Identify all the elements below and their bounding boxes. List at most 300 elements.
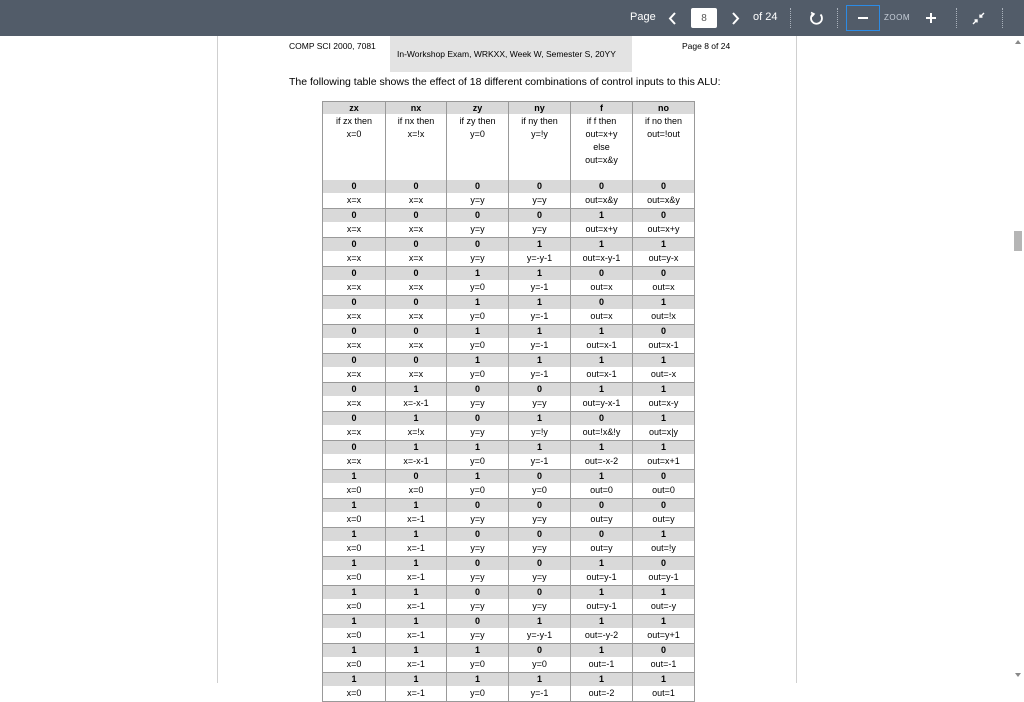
bit-cell: 0 (509, 180, 571, 193)
bit-cell: 0 (509, 644, 571, 658)
chevron-left-icon (668, 12, 677, 25)
value-cell: x=-1 (386, 657, 447, 673)
value-cell: y=0 (447, 338, 509, 354)
value-cell: y=!y (509, 425, 571, 441)
bit-cell: 1 (571, 354, 633, 368)
value-cell: x=0 (323, 483, 386, 499)
value-cell: out=-2 (571, 686, 633, 702)
value-cell: x=0 (386, 483, 447, 499)
column-header: no (633, 102, 695, 115)
table-row-values (323, 541, 695, 557)
bit-cell: 1 (509, 325, 571, 339)
bit-cell: 0 (447, 586, 509, 600)
prev-page-button[interactable] (664, 6, 680, 30)
bit-cell: 0 (323, 267, 386, 281)
bit-cell: 1 (386, 383, 447, 397)
scroll-down-arrow-icon[interactable] (1015, 673, 1021, 677)
bit-cell: 1 (571, 470, 633, 484)
bit-cell: 1 (386, 412, 447, 426)
value-cell: y=0 (447, 367, 509, 383)
bit-cell: 1 (571, 238, 633, 252)
table-row-values (323, 309, 695, 325)
table-row-bits (323, 615, 695, 629)
bit-cell: 1 (571, 673, 633, 687)
bit-cell: 1 (633, 296, 695, 310)
bit-cell: 1 (633, 383, 695, 397)
bit-cell: 1 (386, 557, 447, 571)
bit-cell: 1 (571, 557, 633, 571)
value-cell: y=0 (447, 483, 509, 499)
bit-cell: 1 (509, 615, 571, 629)
value-cell: x=0 (323, 686, 386, 702)
value-cell: out=!y (633, 541, 695, 557)
rotate-button[interactable] (806, 6, 826, 30)
toolbar-separator (1002, 8, 1003, 28)
table-row-bits (323, 209, 695, 223)
bit-cell: 0 (447, 383, 509, 397)
table-row-values (323, 396, 695, 412)
value-cell: x=x (323, 396, 386, 412)
value-cell: y=y (447, 251, 509, 267)
bit-cell: 0 (323, 325, 386, 339)
bit-cell: 0 (571, 180, 633, 193)
bit-cell: 1 (509, 296, 571, 310)
table-row-values (323, 251, 695, 267)
value-cell: x=x (386, 309, 447, 325)
table-row-bits (323, 557, 695, 571)
value-cell: y=y (509, 222, 571, 238)
value-cell: out=!x&!y (571, 425, 633, 441)
page-number-input[interactable] (691, 8, 717, 28)
value-cell: y=y (447, 396, 509, 412)
value-cell: out=x-y (633, 396, 695, 412)
bit-cell: 1 (509, 673, 571, 687)
bit-cell: 0 (323, 441, 386, 455)
minus-icon (857, 12, 869, 24)
value-cell: y=y (447, 599, 509, 615)
value-cell: x=x (386, 222, 447, 238)
desc-line: x=!x (407, 129, 425, 139)
value-cell: out=0 (633, 483, 695, 499)
table-row-bits (323, 296, 695, 310)
bit-cell: 1 (571, 644, 633, 658)
value-cell: y=0 (447, 657, 509, 673)
value-cell: x=x (323, 222, 386, 238)
bit-cell: 1 (633, 586, 695, 600)
desc-line: if nx then (397, 116, 435, 126)
bit-cell: 0 (571, 528, 633, 542)
value-cell: x=x (386, 338, 447, 354)
table-row-bits (323, 412, 695, 426)
value-cell: y=0 (447, 309, 509, 325)
value-cell: y=-y-1 (509, 628, 571, 644)
table-row-bits (323, 383, 695, 397)
bit-cell: 0 (323, 354, 386, 368)
chevron-right-icon (731, 12, 740, 25)
bit-cell: 1 (509, 412, 571, 426)
bit-cell: 1 (633, 615, 695, 629)
column-desc (447, 114, 509, 180)
value-cell: y=y (447, 570, 509, 586)
bit-cell: 1 (571, 383, 633, 397)
bit-cell: 0 (386, 354, 447, 368)
table-row-values (323, 222, 695, 238)
value-cell: out=x&y (633, 193, 695, 209)
value-cell: x=x (323, 425, 386, 441)
value-cell: x=0 (323, 570, 386, 586)
table-row-bits (323, 325, 695, 339)
page-left-edge (217, 36, 218, 683)
bit-cell: 0 (386, 238, 447, 252)
value-cell: x=x (386, 367, 447, 383)
value-cell: x=-1 (386, 541, 447, 557)
desc-line: if ny then (521, 116, 558, 126)
bit-cell: 0 (571, 267, 633, 281)
table-row-values (323, 280, 695, 296)
value-cell: out=x|y (633, 425, 695, 441)
bit-cell: 1 (386, 528, 447, 542)
bit-cell: 0 (386, 470, 447, 484)
value-cell: y=y (447, 512, 509, 528)
value-cell: out=x (571, 280, 633, 296)
value-cell: y=y (509, 193, 571, 209)
bit-cell: 1 (386, 644, 447, 658)
value-cell: out=y (571, 541, 633, 557)
bit-cell: 1 (386, 499, 447, 513)
value-cell: x=x (386, 193, 447, 209)
bit-cell: 0 (447, 499, 509, 513)
value-cell: x=-1 (386, 599, 447, 615)
value-cell: x=x (323, 280, 386, 296)
bit-cell: 0 (633, 209, 695, 223)
bit-cell: 0 (447, 412, 509, 426)
value-cell: x=-x-1 (386, 454, 447, 470)
page-count: of 24 (753, 11, 778, 23)
table-row-bits (323, 180, 695, 193)
desc-line: else (593, 142, 610, 152)
bit-cell: 1 (323, 673, 386, 687)
exam-title: In-Workshop Exam, WRKXX, Week W, Semester S, 20YY (397, 49, 616, 59)
column-desc (571, 114, 633, 180)
bit-cell: 1 (323, 528, 386, 542)
column-header: zx (323, 102, 386, 115)
bit-cell: 1 (509, 238, 571, 252)
next-page-button[interactable] (727, 6, 743, 30)
table-row-values (323, 425, 695, 441)
value-cell: out=-x (633, 367, 695, 383)
bit-cell: 0 (447, 615, 509, 629)
value-cell: out=x-1 (571, 338, 633, 354)
value-cell: x=0 (323, 512, 386, 528)
table-row-values (323, 599, 695, 615)
value-cell: x=-1 (386, 512, 447, 528)
value-cell: out=y (571, 512, 633, 528)
value-cell: x=!x (386, 425, 447, 441)
value-cell: out=y-x (633, 251, 695, 267)
bit-cell: 1 (571, 325, 633, 339)
desc-line: y=0 (470, 129, 485, 139)
value-cell: y=-1 (509, 686, 571, 702)
value-cell: out=y (633, 512, 695, 528)
page-footer-number: Page 8 of 24 (682, 41, 731, 51)
bit-cell: 0 (633, 644, 695, 658)
bit-cell: 0 (447, 180, 509, 193)
table-row-values (323, 193, 695, 209)
value-cell: out=x-1 (571, 367, 633, 383)
page-label: Page (630, 11, 656, 23)
value-cell: out=0 (571, 483, 633, 499)
desc-line: if zy then (459, 116, 496, 126)
bit-cell: 0 (633, 557, 695, 571)
table-body (323, 180, 695, 702)
value-cell: x=0 (323, 657, 386, 673)
table-row-values (323, 657, 695, 673)
column-desc (633, 114, 695, 180)
value-cell: out=x&y (571, 193, 633, 209)
bit-cell: 0 (633, 325, 695, 339)
value-cell: y=0 (509, 657, 571, 673)
bit-cell: 0 (571, 499, 633, 513)
bit-cell: 1 (633, 673, 695, 687)
table-row-bits (323, 673, 695, 687)
desc-line: if f then (586, 116, 617, 126)
alu-control-table (322, 101, 695, 702)
zoom-out-button[interactable] (846, 5, 880, 31)
bit-cell: 1 (633, 412, 695, 426)
bit-cell: 1 (509, 354, 571, 368)
column-header: zy (447, 102, 509, 115)
value-cell: out=1 (633, 686, 695, 702)
desc-line: if zx then (335, 116, 373, 126)
value-cell: out=-1 (633, 657, 695, 673)
bit-cell: 0 (447, 209, 509, 223)
value-cell: y=0 (509, 483, 571, 499)
value-cell: y=-1 (509, 367, 571, 383)
bit-cell: 1 (386, 673, 447, 687)
desc-line: out=x&y (585, 155, 618, 165)
bit-cell: 1 (447, 267, 509, 281)
bit-cell: 0 (571, 412, 633, 426)
value-cell: x=x (386, 280, 447, 296)
value-cell: x=0 (323, 541, 386, 557)
bit-cell: 0 (447, 238, 509, 252)
toolbar-separator (790, 8, 791, 28)
bit-cell: 1 (447, 441, 509, 455)
value-cell: y=0 (447, 454, 509, 470)
desc-line: y=!y (531, 129, 548, 139)
bit-cell: 1 (323, 557, 386, 571)
scroll-up-arrow-icon[interactable] (1015, 40, 1021, 44)
value-cell: y=y (447, 193, 509, 209)
bit-cell: 1 (447, 296, 509, 310)
course-code: COMP SCI 2000, 7081 (289, 41, 376, 51)
value-cell: y=-y-1 (509, 251, 571, 267)
table-row-bits (323, 238, 695, 252)
bit-cell: 1 (571, 441, 633, 455)
bit-cell: 0 (323, 296, 386, 310)
bit-cell: 0 (323, 412, 386, 426)
bit-cell: 1 (447, 354, 509, 368)
bit-cell: 0 (386, 209, 447, 223)
pdf-toolbar (0, 0, 1024, 36)
bit-cell: 0 (447, 528, 509, 542)
toolbar-separator (956, 8, 957, 28)
value-cell: y=0 (447, 280, 509, 296)
bit-cell: 1 (571, 615, 633, 629)
vertical-scrollbar[interactable] (1012, 36, 1024, 683)
value-cell: out=x-1 (633, 338, 695, 354)
bit-cell: 0 (386, 296, 447, 310)
bit-cell: 1 (323, 470, 386, 484)
value-cell: out=x-y-1 (571, 251, 633, 267)
value-cell: y=y (447, 222, 509, 238)
bit-cell: 0 (323, 209, 386, 223)
document-viewer[interactable] (0, 36, 1024, 698)
bit-cell: 1 (386, 441, 447, 455)
fit-page-button[interactable] (969, 6, 987, 30)
column-desc-row (323, 114, 695, 180)
bit-cell: 0 (633, 267, 695, 281)
bit-cell: 1 (323, 615, 386, 629)
bit-cell: 0 (386, 325, 447, 339)
bit-cell: 1 (509, 441, 571, 455)
table-row-bits (323, 586, 695, 600)
bit-cell: 1 (633, 354, 695, 368)
value-cell: y=-1 (509, 309, 571, 325)
value-cell: y=y (447, 541, 509, 557)
bit-cell: 0 (323, 180, 386, 193)
table-row-values (323, 628, 695, 644)
table-row-values (323, 367, 695, 383)
scrollbar-thumb[interactable] (1014, 231, 1022, 251)
value-cell: x=0 (323, 599, 386, 615)
value-cell: out=-y (633, 599, 695, 615)
bit-cell: 1 (447, 470, 509, 484)
column-header-row (323, 102, 695, 115)
value-cell: out=x+1 (633, 454, 695, 470)
bit-cell: 0 (509, 383, 571, 397)
value-cell: y=y (509, 570, 571, 586)
bit-cell: 0 (386, 267, 447, 281)
collapse-icon (972, 12, 985, 25)
bit-cell: 0 (509, 586, 571, 600)
value-cell: x=-1 (386, 686, 447, 702)
table-row-bits (323, 354, 695, 368)
toolbar-separator (837, 8, 838, 28)
bit-cell: 0 (571, 296, 633, 310)
value-cell: x=x (386, 251, 447, 267)
bit-cell: 1 (633, 238, 695, 252)
bit-cell: 0 (633, 470, 695, 484)
bit-cell: 1 (633, 528, 695, 542)
value-cell: y=y (509, 512, 571, 528)
zoom-label: ZOOM (884, 13, 910, 22)
table-row-bits (323, 470, 695, 484)
desc-line: out=!out (647, 129, 680, 139)
table-row-values (323, 454, 695, 470)
bit-cell: 1 (386, 615, 447, 629)
value-cell: out=-1 (571, 657, 633, 673)
desc-line: if no then (644, 116, 683, 126)
column-desc (323, 114, 386, 180)
bit-cell: 0 (509, 499, 571, 513)
table-row-values (323, 686, 695, 702)
value-cell: x=x (323, 454, 386, 470)
bit-cell: 0 (323, 238, 386, 252)
zoom-in-button[interactable] (922, 6, 940, 30)
table-row-values (323, 483, 695, 499)
column-desc (509, 114, 571, 180)
value-cell: out=y-1 (633, 570, 695, 586)
bit-cell: 0 (447, 557, 509, 571)
table-row-bits (323, 528, 695, 542)
bit-cell: 1 (447, 644, 509, 658)
value-cell: out=x+y (571, 222, 633, 238)
intro-paragraph: The following table shows the effect of 18 different combinations of control inputs to this ALU: (289, 76, 721, 88)
bit-cell: 0 (386, 180, 447, 193)
desc-line: x=0 (346, 129, 362, 139)
value-cell: x=x (323, 193, 386, 209)
table-row-bits (323, 499, 695, 513)
value-cell: y=y (509, 599, 571, 615)
value-cell: out=-y-2 (571, 628, 633, 644)
bit-cell: 0 (509, 528, 571, 542)
value-cell: x=-x-1 (386, 396, 447, 412)
value-cell: out=y-x-1 (571, 396, 633, 412)
plus-icon (925, 12, 937, 24)
value-cell: x=0 (323, 628, 386, 644)
bit-cell: 1 (323, 499, 386, 513)
table-row-values (323, 512, 695, 528)
value-cell: y=y (509, 396, 571, 412)
value-cell: x=x (323, 338, 386, 354)
value-cell: out=y-1 (571, 599, 633, 615)
bit-cell: 0 (633, 180, 695, 193)
bit-cell: 1 (323, 644, 386, 658)
value-cell: out=x (633, 280, 695, 296)
bit-cell: 0 (633, 499, 695, 513)
bit-cell: 1 (509, 267, 571, 281)
value-cell: out=y-1 (571, 570, 633, 586)
value-cell: y=0 (447, 686, 509, 702)
value-cell: out=x+y (633, 222, 695, 238)
table-row-bits (323, 644, 695, 658)
table-row-bits (323, 267, 695, 281)
table-row-values (323, 338, 695, 354)
bit-cell: 1 (386, 586, 447, 600)
bit-cell: 1 (447, 673, 509, 687)
bit-cell: 0 (509, 470, 571, 484)
value-cell: y=-1 (509, 338, 571, 354)
value-cell: x=-1 (386, 628, 447, 644)
value-cell: y=y (447, 628, 509, 644)
value-cell: x=x (323, 309, 386, 325)
value-cell: y=-1 (509, 454, 571, 470)
column-header: f (571, 102, 633, 115)
bit-cell: 1 (633, 441, 695, 455)
bit-cell: 1 (571, 586, 633, 600)
column-header: nx (386, 102, 447, 115)
bit-cell: 1 (571, 209, 633, 223)
page-right-edge (796, 36, 797, 683)
table-row-bits (323, 441, 695, 455)
value-cell: out=-x-2 (571, 454, 633, 470)
value-cell: y=y (447, 425, 509, 441)
bit-cell: 1 (447, 325, 509, 339)
desc-line: out=x+y (585, 129, 618, 139)
value-cell: y=y (509, 541, 571, 557)
column-header: ny (509, 102, 571, 115)
